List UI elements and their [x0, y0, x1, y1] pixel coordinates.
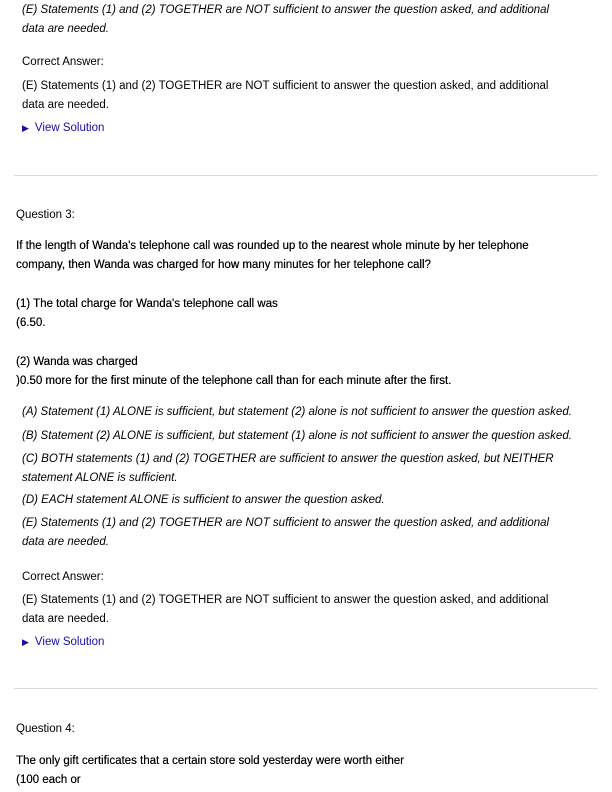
expand-triangle-icon: ▶: [22, 123, 29, 133]
q3-view-solution-link[interactable]: [22, 635, 104, 649]
prev-option-e-line1: (E) Statements (1) and (2) TOGETHER are NOT sufficient to answer the question asked, and additional: [22, 4, 550, 16]
q3-statement2-line1: (2) Wanda was charged: [16, 356, 138, 368]
expand-triangle-icon: ▶: [22, 637, 29, 647]
prev-correct-answer-label: Correct Answer:: [22, 56, 104, 68]
q3-view-solution-label: View Solution: [34, 636, 105, 648]
q4-stem-line1: The only gift certificates that a certain store sold yesterday were worth either: [16, 755, 404, 767]
q3-statement1-line1: (1) The total charge for Wanda's telephone call was: [16, 298, 278, 310]
prev-correct-answer-line1: (E) Statements (1) and (2) TOGETHER are NOT sufficient to answer the question asked, and additional: [22, 80, 549, 92]
q3-option-a[interactable]: (A) Statement (1) ALONE is sufficient, but statement (2) alone is not sufficient to answer the question asked.: [22, 406, 572, 418]
q3-correct-answer-label: Correct Answer:: [22, 571, 104, 583]
prev-correct-answer-line2: data are needed.: [22, 99, 109, 111]
section-divider: [14, 175, 598, 176]
q3-heading: Question 3:: [16, 209, 75, 221]
section-divider: [14, 688, 598, 689]
q3-statement2-line2: )0.50 more for the first minute of the telephone call than for each minute after the first.: [16, 375, 452, 387]
q3-correct-answer-line1: (E) Statements (1) and (2) TOGETHER are NOT sufficient to answer the question asked, and additional: [22, 594, 549, 606]
q3-option-e-line1[interactable]: (E) Statements (1) and (2) TOGETHER are NOT sufficient to answer the question asked, and additional: [22, 517, 550, 529]
q3-correct-answer-line2: data are needed.: [22, 613, 109, 625]
q3-statement1-line2: (6.50.: [16, 317, 46, 329]
q3-option-b[interactable]: (B) Statement (2) ALONE is sufficient, but statement (1) alone is not sufficient to answer the question asked.: [22, 430, 572, 442]
q3-option-c-line1[interactable]: (C) BOTH statements (1) and (2) TOGETHER are sufficient to answer the question asked, but NEITHER: [22, 453, 554, 465]
q3-option-d[interactable]: (D) EACH statement ALONE is sufficient to answer the question asked.: [22, 494, 385, 506]
q3-option-c-line2[interactable]: statement ALONE is sufficient.: [22, 472, 178, 484]
q3-stem-line1: If the length of Wanda's telephone call was rounded up to the nearest whole minute by her telephone: [16, 240, 529, 252]
q4-heading: Question 4:: [16, 723, 75, 735]
prev-view-solution-label: View Solution: [34, 122, 105, 134]
q3-option-e-line2[interactable]: data are needed.: [22, 536, 109, 548]
q4-stem-line2: (100 each or: [16, 774, 81, 786]
prev-view-solution-link[interactable]: [22, 121, 104, 135]
prev-option-e-line2: data are needed.: [22, 23, 109, 35]
q3-stem-line2: company, then Wanda was charged for how many minutes for her telephone call?: [16, 259, 431, 271]
